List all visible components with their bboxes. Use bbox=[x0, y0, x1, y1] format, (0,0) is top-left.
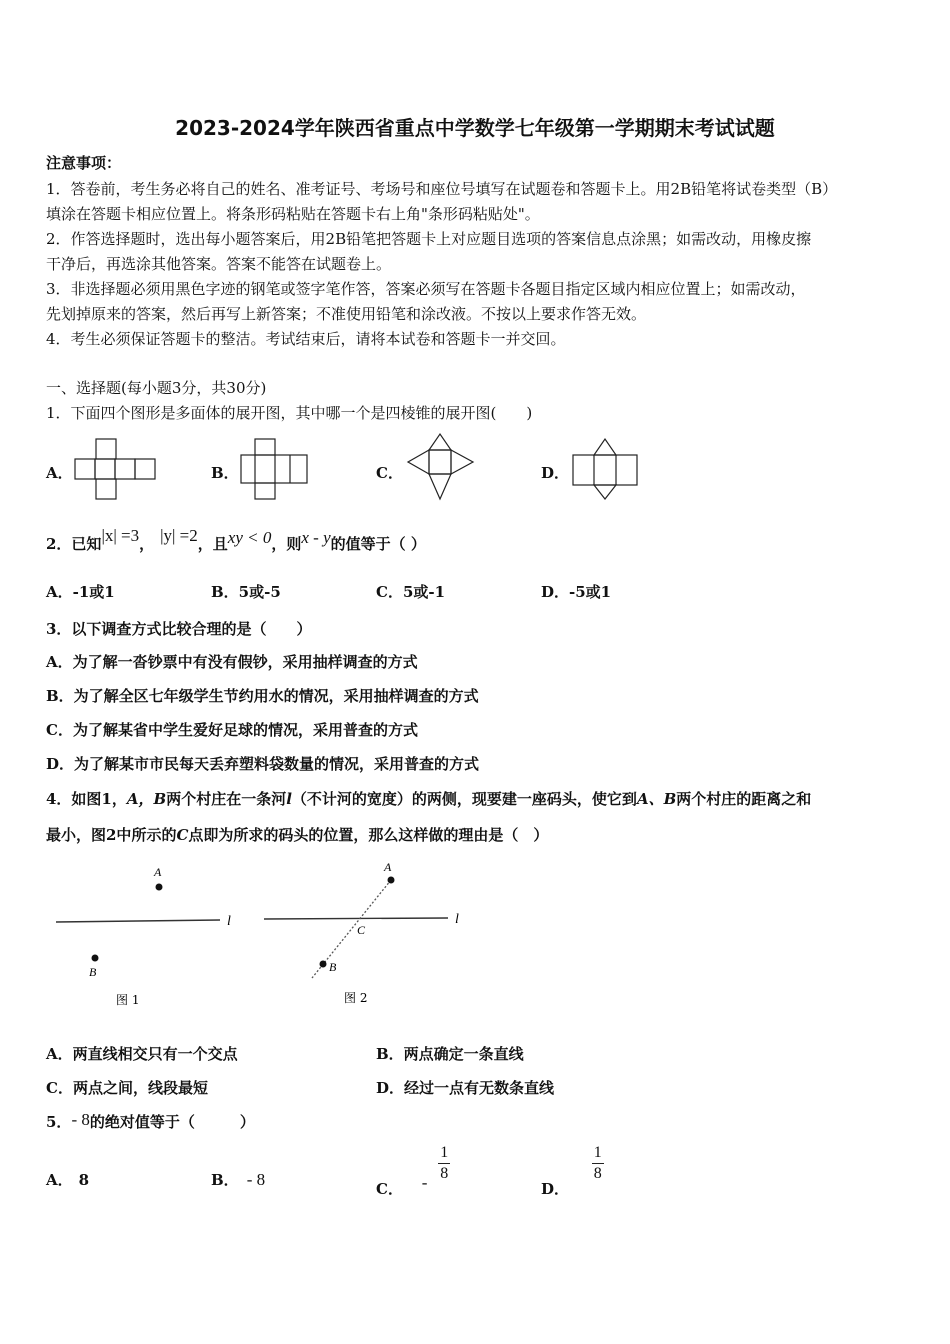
point-a-label: A bbox=[154, 865, 162, 879]
river-line-l bbox=[56, 920, 220, 922]
notice-line: 3．非选择题必须用黑色字迹的钢笔或签字笔作答，答案必须写在答题卡各题目指定区域内相应位置上；如需改动， bbox=[46, 280, 806, 298]
q2-option-d[interactable]: D．-5或1 bbox=[541, 583, 612, 601]
notice-line: 1．答卷前，考生务必将自己的姓名、准考证号、考场号和座位号填写在试题卷和答题卡上。用2B铅笔将试卷类型（B） bbox=[46, 180, 838, 198]
figure-2-caption: 图 2 bbox=[344, 991, 368, 1005]
point-a bbox=[156, 884, 163, 891]
notice-line: 干净后，再选涂其他答案。答案不能答在试题卷上。 bbox=[46, 255, 392, 273]
q2-option-c[interactable]: C．5或-1 bbox=[376, 583, 446, 601]
question-5-stem: 5．- 8的绝对值等于（ ） bbox=[46, 1110, 255, 1131]
question-2-stem: 2．已知|x| =3， |y| =2，且xy < 0，则x - y的值等于（ ） bbox=[46, 526, 426, 553]
q4-option-b[interactable]: B．两点确定一条直线 bbox=[376, 1045, 524, 1063]
q3-option-b[interactable]: B．为了解全区七年级学生节约用水的情况，采用抽样调查的方式 bbox=[46, 687, 479, 705]
notice-line: 先划掉原来的答案，然后再写上新答案；不准使用铅笔和涂改液。不按以上要求作答无效。 bbox=[46, 305, 647, 323]
q4-option-a[interactable]: A．两直线相交只有一个交点 bbox=[46, 1045, 238, 1063]
question-4-stem-line2: 最小，图2中所示的C点即为所求的码头的位置，那么这样做的理由是（ ） bbox=[46, 826, 549, 844]
notice-line: 2．作答选择题时，选出每小题答案后，用2B铅笔把答题卡上对应题目选项的答案信息点涂黑；如需改动，用橡皮擦 bbox=[46, 230, 812, 248]
point-b-label: B bbox=[89, 965, 97, 979]
net-figure-d bbox=[572, 438, 640, 500]
point-a-label: A bbox=[384, 860, 392, 874]
q3-option-a[interactable]: A．为了解一沓钞票中有没有假钞，采用抽样调查的方式 bbox=[46, 653, 418, 671]
question-3-stem: 3．以下调查方式比较合理的是（ ） bbox=[46, 620, 312, 638]
q4-figure-2 bbox=[260, 856, 480, 1008]
notice-line: 填涂在答题卡相应位置上。将条形码粘贴在答题卡右上角"条形码粘贴处"。 bbox=[46, 205, 540, 223]
q5-option-b[interactable]: B． - 8 bbox=[211, 1170, 266, 1189]
q4-option-d[interactable]: D．经过一点有无数条直线 bbox=[376, 1079, 555, 1097]
net-figure-b bbox=[240, 438, 310, 500]
q4-figure-1 bbox=[50, 858, 250, 1008]
point-a bbox=[388, 877, 395, 884]
q1-option-b-label[interactable]: B． bbox=[211, 464, 239, 482]
q3-option-d[interactable]: D．为了解某市市民每天丢弃塑料袋数量的情况，采用普查的方式 bbox=[46, 755, 480, 773]
point-b bbox=[92, 955, 99, 962]
net-figure-a bbox=[74, 438, 158, 500]
notice-line: 4．考生必须保证答题卡的整洁。考试结束后，请将本试卷和答题卡一并交回。 bbox=[46, 330, 566, 348]
point-c-label: C bbox=[357, 923, 366, 937]
q2-option-b[interactable]: B．5或-5 bbox=[211, 583, 281, 601]
question-4-stem-line1: 4．如图1，A，B两个村庄在一条河l（不计河的宽度）的两侧，现要建一座码头，使它到A、B两个村庄的距离之和 bbox=[46, 790, 812, 808]
q5-option-d[interactable]: D． $\frac{1}{8}$ bbox=[541, 1144, 602, 1198]
line-l-label: l bbox=[455, 912, 459, 927]
net-figure-c bbox=[406, 433, 476, 501]
q1-option-c-label[interactable]: C． bbox=[376, 464, 403, 482]
q1-option-a-label[interactable]: A． bbox=[46, 464, 73, 482]
page-title: 2023-2024学年陕西省重点中学数学七年级第一学期期末考试试题 bbox=[175, 116, 775, 140]
line-l-label: l bbox=[227, 914, 231, 929]
figure-1-caption: 图 1 bbox=[116, 993, 140, 1007]
river-line-l bbox=[264, 918, 448, 919]
notice-heading: 注意事项： bbox=[46, 154, 122, 172]
q1-option-d-label[interactable]: D． bbox=[541, 464, 570, 482]
q2-option-a[interactable]: A．-1或1 bbox=[46, 583, 115, 601]
section-heading: 一、选择题(每小题3分，共30分) bbox=[46, 379, 267, 397]
question-1-stem: 1．下面四个图形是多面体的展开图，其中哪一个是四棱锥的展开图( ) bbox=[46, 404, 533, 422]
point-b bbox=[320, 961, 327, 968]
q3-option-c[interactable]: C．为了解某省中学生爱好足球的情况，采用普查的方式 bbox=[46, 721, 418, 739]
q5-option-c[interactable]: C． - $\frac{1}{8}$ bbox=[376, 1144, 449, 1198]
q4-option-c[interactable]: C．两点之间，线段最短 bbox=[46, 1079, 208, 1097]
q5-option-a[interactable]: A． 8 bbox=[46, 1171, 90, 1189]
point-b-label: B bbox=[329, 960, 337, 974]
